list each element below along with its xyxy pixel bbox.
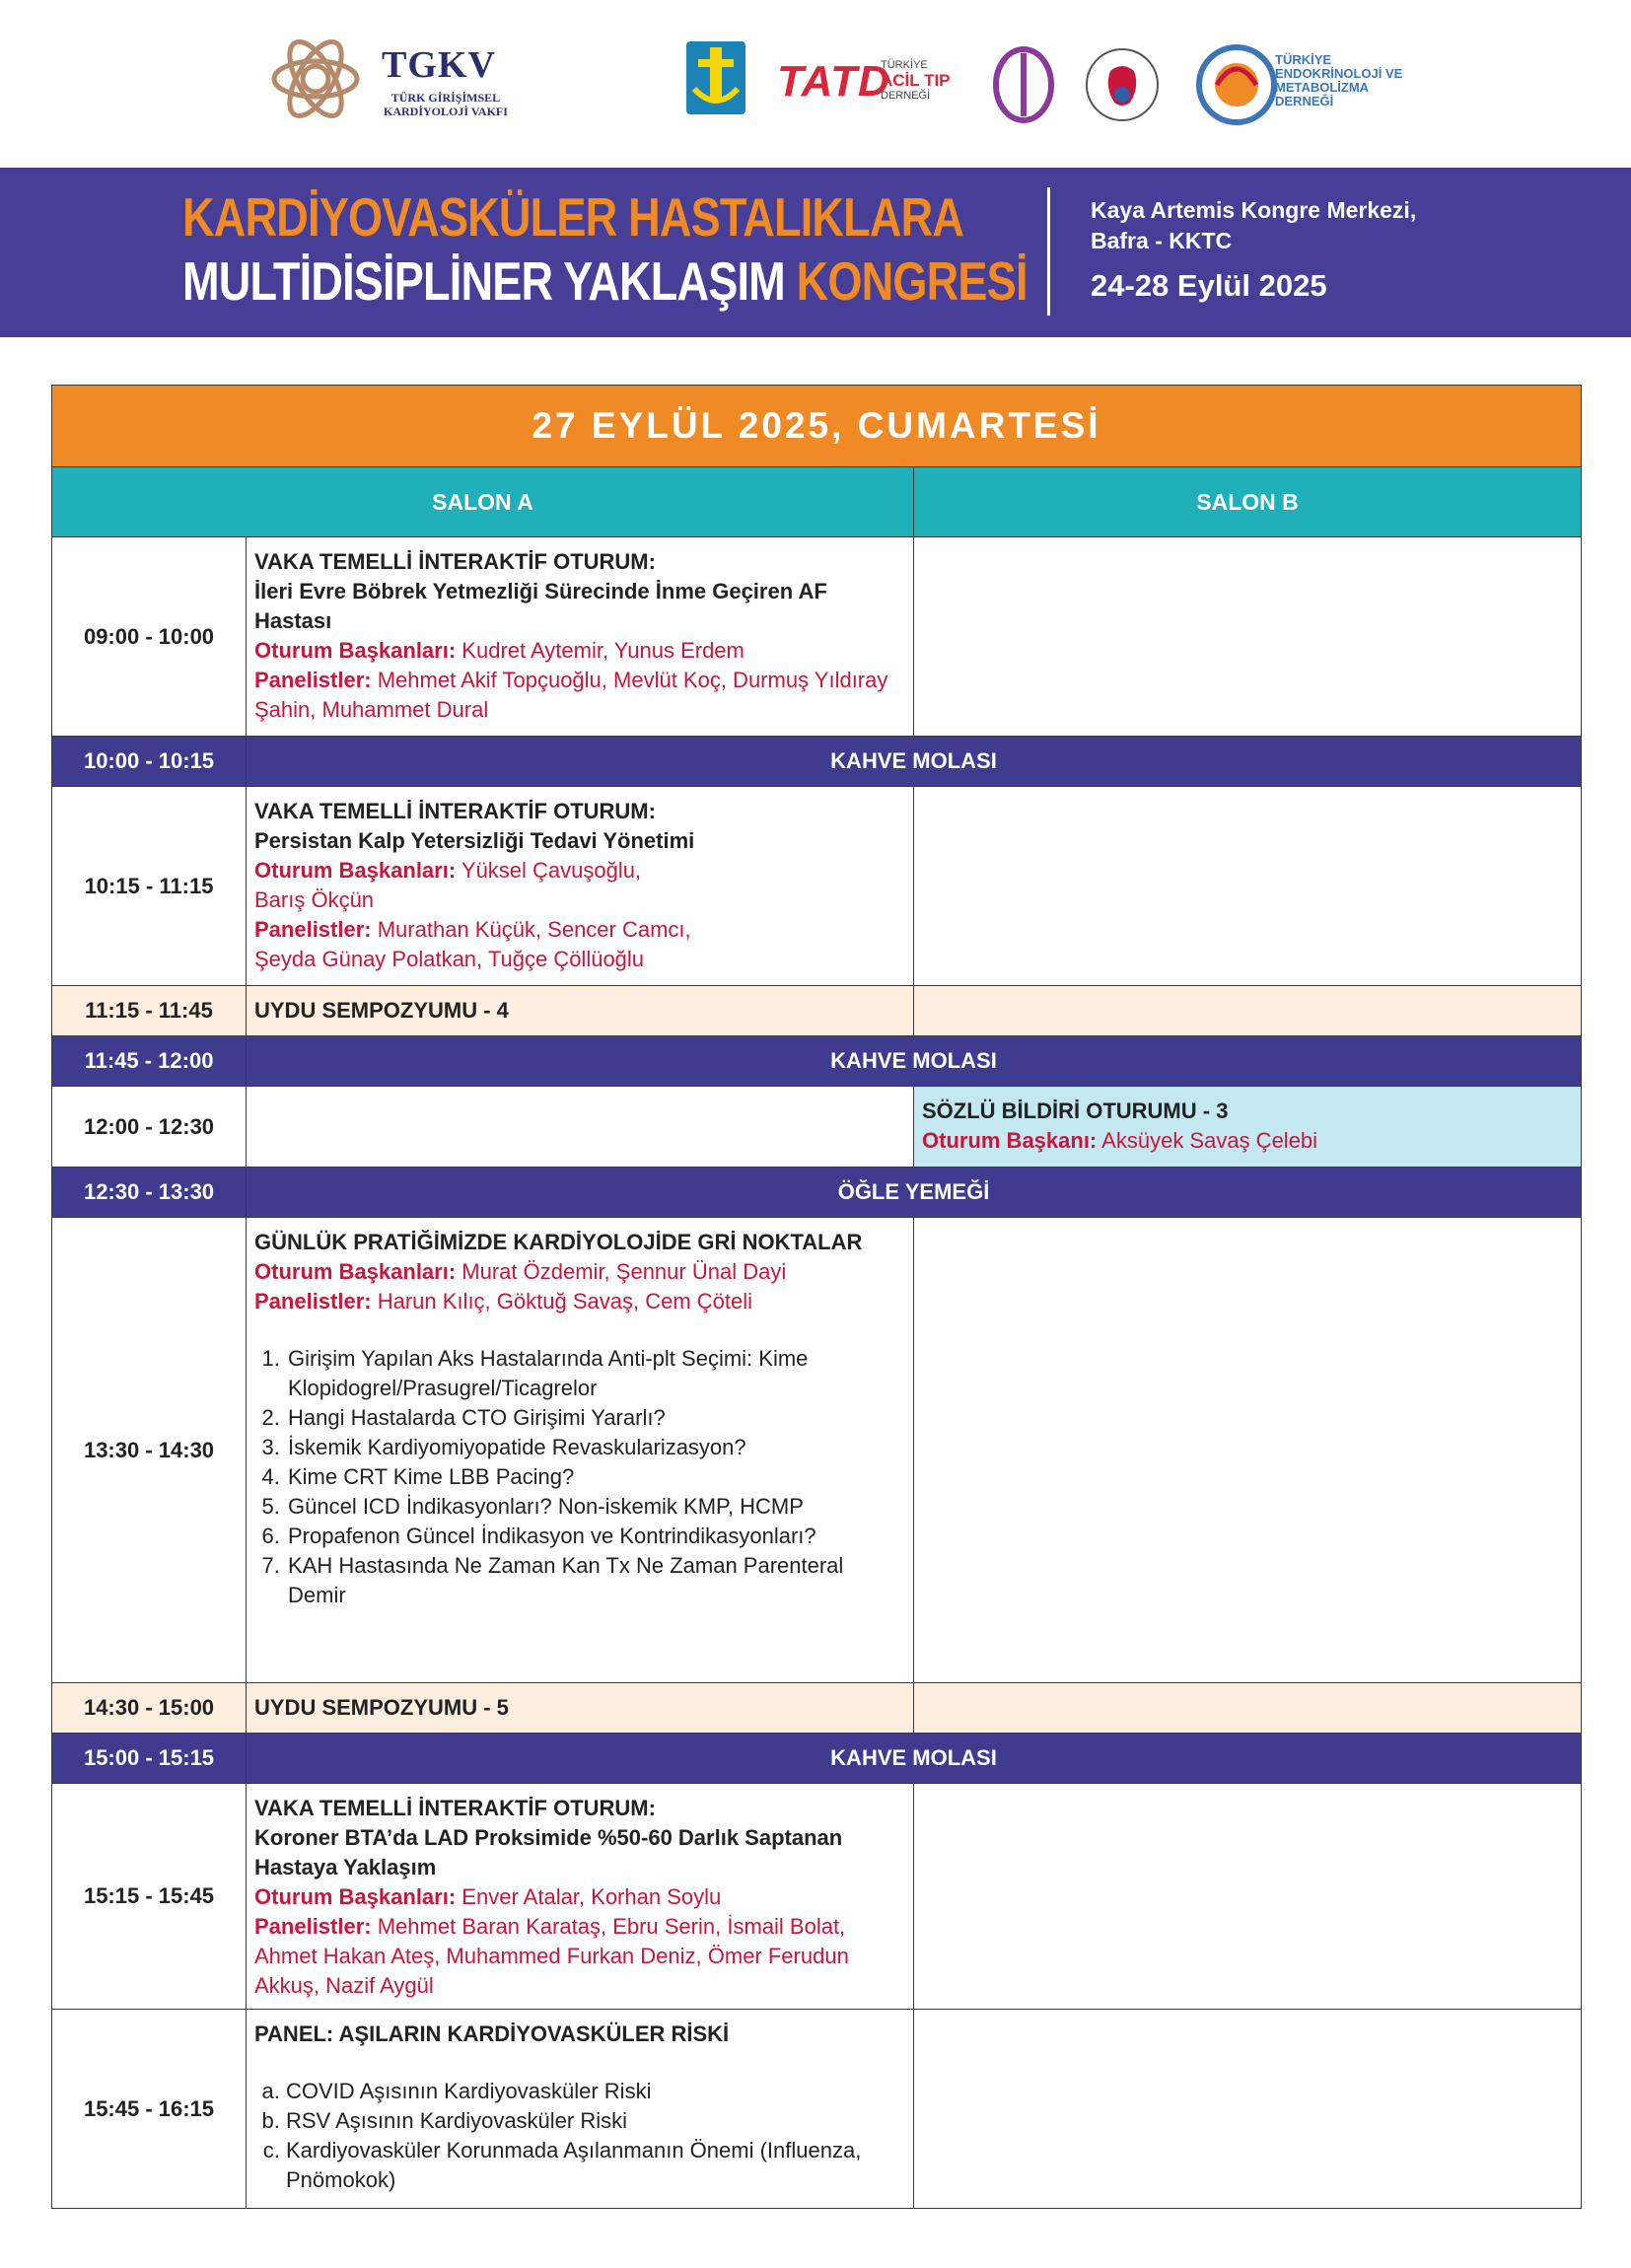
panelists-names: Mehmet Akif Topçuoğlu, Mevlüt Koç, Durmuş Yıldıray Şahin, Muhammet Dural (254, 668, 888, 722)
break-time: 10:00 - 10:15 (52, 737, 247, 787)
table-row (52, 1218, 1582, 1683)
endocrinology-logo-icon (1195, 43, 1278, 126)
session-title: PANEL: AŞILARIN KARDİYOVASKÜLER RİSKİ (254, 2021, 730, 2046)
oral-session-title: SÖZLÜ BİLDİRİ OTURUMU - 3 (922, 1099, 1229, 1123)
tgkv-subtitle-line2: KARDİYOLOJİ VAKFI (384, 105, 508, 118)
session-title: İleri Evre Böbrek Yetmezliği Sürecinde İnme Geçiren AF Hastası (254, 579, 827, 633)
tatd-logo-text: TATD (777, 57, 890, 106)
hypertension-kidney-society-logo-icon (1083, 43, 1162, 126)
session-panelists (254, 1287, 905, 1316)
list-item: 4. Kime CRT Kime LBB Pacing? (286, 1462, 905, 1492)
panelists-label: Panelistler: (254, 1289, 372, 1313)
salon-b-empty-cell (914, 1784, 1582, 2010)
tgkv-subtitle-line1: TÜRK GİRİŞİMSEL (390, 91, 501, 105)
tgkv-logo (261, 30, 528, 128)
panelists-names: Mehmet Baran Karataş, Ebru Serin, İsmail Bolat, Ahmet Hakan Ateş, Muhammed Furkan Deniz, Ömer Ferudun Akkuş, Nazif Aygül (254, 1914, 849, 1998)
chairs-names: Murat Özdemir, Şennur Ünal Dayi (461, 1259, 787, 1284)
endocrinology-logo-text (1275, 53, 1402, 108)
tatd-logo-subtitle (881, 59, 951, 103)
session-panelists (254, 915, 905, 945)
session-panelists-cont: Şeyda Günay Polatkan, Tuğçe Çöllüoğlu (254, 947, 645, 971)
purple-society-logo-icon (989, 43, 1058, 126)
salon-b-empty-cell (914, 1683, 1582, 1734)
salon-b-empty-cell (914, 986, 1582, 1036)
oral-session-chair (922, 1126, 1573, 1156)
day-header: 27 EYLÜL 2025, CUMARTESİ (52, 386, 1582, 467)
panelists-label: Panelistler: (254, 917, 372, 942)
program-table (51, 385, 1582, 2209)
venue-line2: Bafra - KKTC (1091, 228, 1233, 253)
list-item: 7. KAH Hastasında Ne Zaman Kan Tx Ne Zaman Parenteral Demir (286, 1551, 905, 1610)
salon-b-empty-cell (914, 2010, 1582, 2209)
table-row (52, 1784, 1582, 2010)
session-panelists (254, 666, 905, 725)
banner-title-line1: KARDİYOVASKÜLER HASTALIKLARA (182, 186, 964, 248)
venue-line1: Kaya Artemis Kongre Merkezi, (1091, 197, 1417, 223)
coffee-break-label: KAHVE MOLASI (247, 1036, 1582, 1087)
list-item: 3. İskemik Kardiyomiyopatide Revaskularizasyon? (286, 1433, 905, 1462)
break-time: 11:45 - 12:00 (52, 1036, 247, 1087)
satellite-time: 11:15 - 11:45 (52, 986, 247, 1036)
salon-b-empty-cell (914, 1218, 1582, 1683)
chairs-label: Oturum Başkanları: (254, 1884, 457, 1909)
endo-line2: ENDOKRİNOLOJİ VE (1275, 66, 1403, 81)
chairs-label: Oturum Başkanları: (254, 1259, 457, 1284)
logo-bar (0, 0, 1631, 168)
panelists-label: Panelistler: (254, 668, 372, 692)
oral-session-cell (914, 1087, 1582, 1168)
session-title: GÜNLÜK PRATİĞİMİZDE KARDİYOLOJİDE GRİ NOKTALAR (254, 1230, 863, 1254)
session-cell (247, 787, 914, 986)
endo-line3: METABOLİZMA (1275, 80, 1370, 95)
panelists-names: Murathan Küçük, Sencer Camcı, (377, 917, 691, 942)
banner-title-line2-accent: KONGRESİ (796, 250, 1028, 312)
chairs-label: Oturum Başkanları: (254, 638, 457, 663)
session-title: Koroner BTA’da LAD Proksimide %50-60 Darlık Saptanan Hastaya Yaklaşım (254, 1825, 843, 1879)
table-row (52, 787, 1582, 986)
tgkv-title: TGKV (382, 44, 496, 86)
session-time: 15:45 - 16:15 (52, 2010, 247, 2209)
topic-list (254, 2077, 905, 2195)
tgkv-subtitle (384, 91, 508, 118)
lunch-time: 12:30 - 13:30 (52, 1168, 247, 1218)
table-row (52, 2010, 1582, 2209)
tatd-line3: DERNEĞİ (881, 90, 931, 102)
list-item: 2. Hangi Hastalarda CTO Girişimi Yararlı? (286, 1403, 905, 1433)
salon-a-header: SALON A (52, 467, 914, 537)
panelists-label: Panelistler: (254, 1914, 372, 1939)
session-chairs (254, 636, 905, 666)
salon-b-header: SALON B (914, 467, 1582, 537)
chairs-names: Yüksel Çavuşoğlu, (461, 858, 642, 883)
session-time: 09:00 - 10:00 (52, 537, 247, 737)
satellite-time: 14:30 - 15:00 (52, 1683, 247, 1734)
banner-title-line2 (182, 249, 1028, 313)
banner-dates: 24-28 Eylül 2025 (1091, 268, 1327, 303)
salon-b-empty-cell (914, 787, 1582, 986)
session-chairs (254, 1882, 905, 1912)
satellite-title: UYDU SEMPOZYUMU - 4 (247, 986, 914, 1036)
list-item: 1. Girişim Yapılan Aks Hastalarında Anti-plt Seçimi: Kime Klopidogrel/Prasugrel/Ticagrelor (286, 1344, 905, 1403)
table-row (52, 1036, 1582, 1087)
tatd-line1: TÜRKİYE (881, 59, 928, 71)
panelists-names: Harun Kılıç, Göktuğ Savaş, Cem Çöteli (377, 1289, 752, 1313)
session-time: 15:15 - 15:45 (52, 1784, 247, 2010)
table-row (52, 737, 1582, 787)
coffee-break-label: KAHVE MOLASI (247, 1734, 1582, 1784)
table-row (52, 1683, 1582, 1734)
table-row (52, 986, 1582, 1036)
session-time: 13:30 - 14:30 (52, 1218, 247, 1683)
session-cell (247, 1784, 914, 2010)
session-cell (247, 1218, 914, 1683)
table-row (52, 1168, 1582, 1218)
chairs-names: Enver Atalar, Korhan Soylu (461, 1884, 722, 1909)
session-cell (247, 537, 914, 737)
list-item: b. RSV Aşısının Kardiyovasküler Riski (286, 2106, 905, 2136)
session-chairs (254, 856, 905, 886)
table-row (52, 1087, 1582, 1168)
lunch-label: ÖĞLE YEMEĞİ (247, 1168, 1582, 1218)
tgkv-knot-icon (261, 30, 370, 128)
session-chairs (254, 1257, 905, 1287)
endo-line1: TÜRKİYE (1275, 52, 1332, 67)
session-type: VAKA TEMELLİ İNTERAKTİF OTURUM: (254, 549, 656, 574)
session-type: VAKA TEMELLİ İNTERAKTİF OTURUM: (254, 1796, 656, 1820)
session-type: VAKA TEMELLİ İNTERAKTİF OTURUM: (254, 799, 656, 823)
list-item: a. COVID Aşısının Kardiyovasküler Riski (286, 2077, 905, 2106)
session-time: 12:00 - 12:30 (52, 1087, 247, 1168)
session-cell (247, 2010, 914, 2209)
table-row (52, 537, 1582, 737)
coffee-break-label: KAHVE MOLASI (247, 737, 1582, 787)
chairs-names: Kudret Aytemir, Yunus Erdem (461, 638, 745, 663)
chair-label: Oturum Başkanı: (922, 1128, 1098, 1153)
banner-title-line2-main: MULTİDİSİPLİNER YAKLAŞIM (182, 250, 797, 312)
salon-a-empty-cell (247, 1087, 914, 1168)
satellite-title: UYDU SEMPOZYUMU - 5 (247, 1683, 914, 1734)
salon-b-empty-cell (914, 537, 1582, 737)
list-item: 6. Propafenon Güncel İndikasyon ve Kontrindikasyonları? (286, 1522, 905, 1551)
chairs-label: Oturum Başkanları: (254, 858, 457, 883)
session-title: Persistan Kalp Yetersizliği Tedavi Yönetimi (254, 828, 695, 853)
endo-line4: DERNEĞİ (1275, 94, 1334, 108)
anchor-society-logo-icon (680, 37, 751, 128)
chair-name: Aksüyek Savaş Çelebi (1101, 1128, 1318, 1153)
topic-list (254, 1344, 905, 1610)
session-panelists (254, 1912, 905, 2001)
session-time: 10:15 - 11:15 (52, 787, 247, 986)
banner-venue (1091, 195, 1416, 256)
session-chairs-cont: Barış Ökçün (254, 887, 375, 912)
list-item: 5. Güncel ICD İndikasyonları? Non-iskemik KMP, HCMP (286, 1492, 905, 1522)
tatd-line2: ACİL TIP (881, 71, 951, 90)
break-time: 15:00 - 15:15 (52, 1734, 247, 1784)
table-row (52, 1734, 1582, 1784)
list-item: c. Kardiyovasküler Korunmada Aşılanmanın Önemi (Influenza, Pnömokok) (286, 2136, 905, 2195)
banner-divider (1047, 187, 1050, 316)
